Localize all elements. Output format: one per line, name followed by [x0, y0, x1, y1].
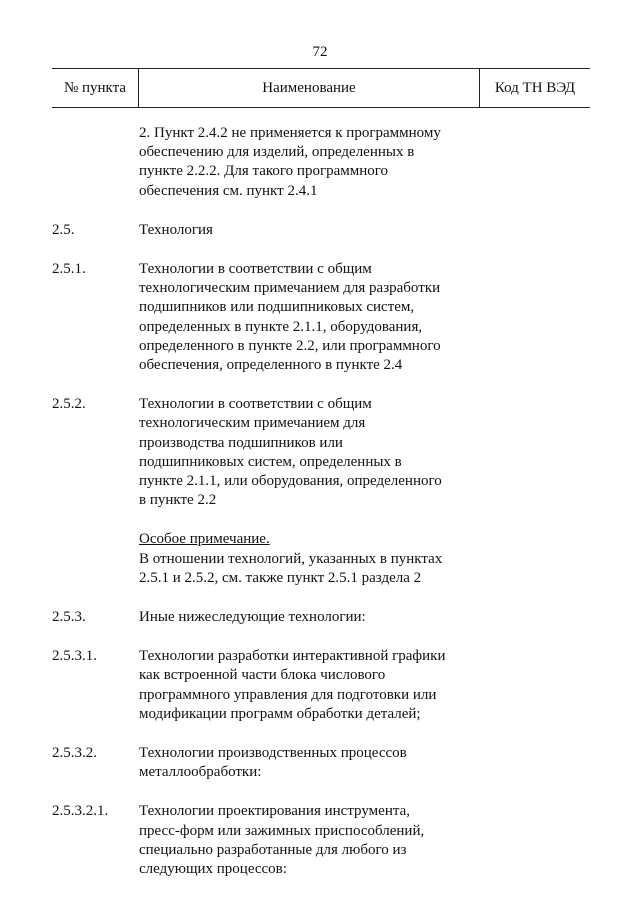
header-name: Наименование — [139, 69, 480, 107]
text-line: в пункте 2.2 — [139, 492, 217, 509]
text-line: обеспечения, определенного в пункте 2.4 — [139, 357, 403, 374]
text-line: программного управления для подготовки или — [139, 686, 437, 703]
page-number: 72 — [312, 44, 328, 60]
text-line: специально разработанные для любого из — [139, 841, 407, 858]
text-line: металлообработки: — [139, 764, 262, 781]
item-number: 2.5.2. — [52, 396, 86, 413]
item-number: 2.5.3.2. — [52, 745, 97, 762]
note-title: Особое примечание. — [139, 531, 270, 548]
item-text — [139, 395, 479, 510]
text-line: Технологии проектирования инструмента, — [139, 803, 410, 820]
item-number: 2.5.3. — [52, 609, 86, 626]
list-item — [0, 608, 640, 627]
text-line: пресс-форм или зажимных приспособлений, — [139, 822, 425, 839]
text-line: пункте 2.1.1, или оборудования, определенного — [139, 473, 442, 490]
header-tn-ved-code: Код ТН ВЭД — [494, 80, 576, 96]
text-line: технологическим примечанием для — [139, 415, 366, 432]
text-line: определенного в пункте 2.2, или программного — [139, 337, 441, 354]
list-item — [0, 124, 640, 201]
list-item — [0, 395, 640, 510]
list-item — [0, 647, 640, 724]
header-item-number: № пункта — [52, 69, 139, 107]
text-line: технологическим примечанием для разработки — [139, 280, 441, 297]
text-line: подшипников или подшипниковых систем, — [139, 299, 415, 316]
item-text — [139, 124, 479, 201]
text-line: Технологии в соответствии с общим — [139, 396, 372, 413]
table-header — [52, 68, 590, 108]
item-text — [139, 802, 479, 879]
text-line: Технологии в соответствии с общим — [139, 261, 372, 278]
text-line: Технологии разработки интерактивной графики — [139, 648, 446, 665]
text-line: как встроенной части блока числового — [139, 667, 386, 684]
item-number: 2.5.3.1. — [52, 648, 97, 665]
text-line: подшипниковых систем, определенных в — [139, 453, 402, 470]
text-line: определенных в пункте 2.1.1, оборудования, — [139, 318, 423, 335]
list-item — [0, 221, 640, 240]
special-note — [0, 530, 640, 588]
item-text — [139, 221, 479, 240]
text-line: 2.5.1 и 2.5.2, см. также пункт 2.5.1 раздела 2 — [139, 569, 422, 586]
text-line: Иные нижеследующие технологии: — [139, 609, 366, 626]
item-text — [139, 608, 479, 627]
text-line: пункте 2.2.2. Для такого программного — [139, 163, 389, 180]
list-item — [0, 260, 640, 375]
item-number: 2.5.1. — [52, 261, 86, 278]
text-line: обеспечению для изделий, определенных в — [139, 144, 415, 161]
text-line: обеспечения см. пункт 2.4.1 — [139, 182, 318, 199]
text-line: В отношении технологий, указанных в пунктах — [139, 550, 443, 567]
text-line: Технологии производственных процессов — [139, 745, 407, 762]
item-text — [139, 260, 479, 375]
text-line: 2. Пункт 2.4.2 не применяется к программному — [139, 125, 441, 141]
item-text — [139, 647, 479, 724]
document-body — [0, 124, 640, 879]
text-line: следующих процессов: — [139, 861, 287, 878]
item-number: 2.5. — [52, 221, 75, 238]
note-text — [139, 530, 479, 588]
text-line: Технология — [139, 221, 213, 238]
list-item — [0, 744, 640, 782]
list-item — [0, 802, 640, 879]
text-line: модификации программ обработки деталей; — [139, 705, 421, 722]
item-text — [139, 744, 479, 782]
text-line: производства подшипников или — [139, 434, 343, 451]
item-number: 2.5.3.2.1. — [52, 803, 109, 820]
